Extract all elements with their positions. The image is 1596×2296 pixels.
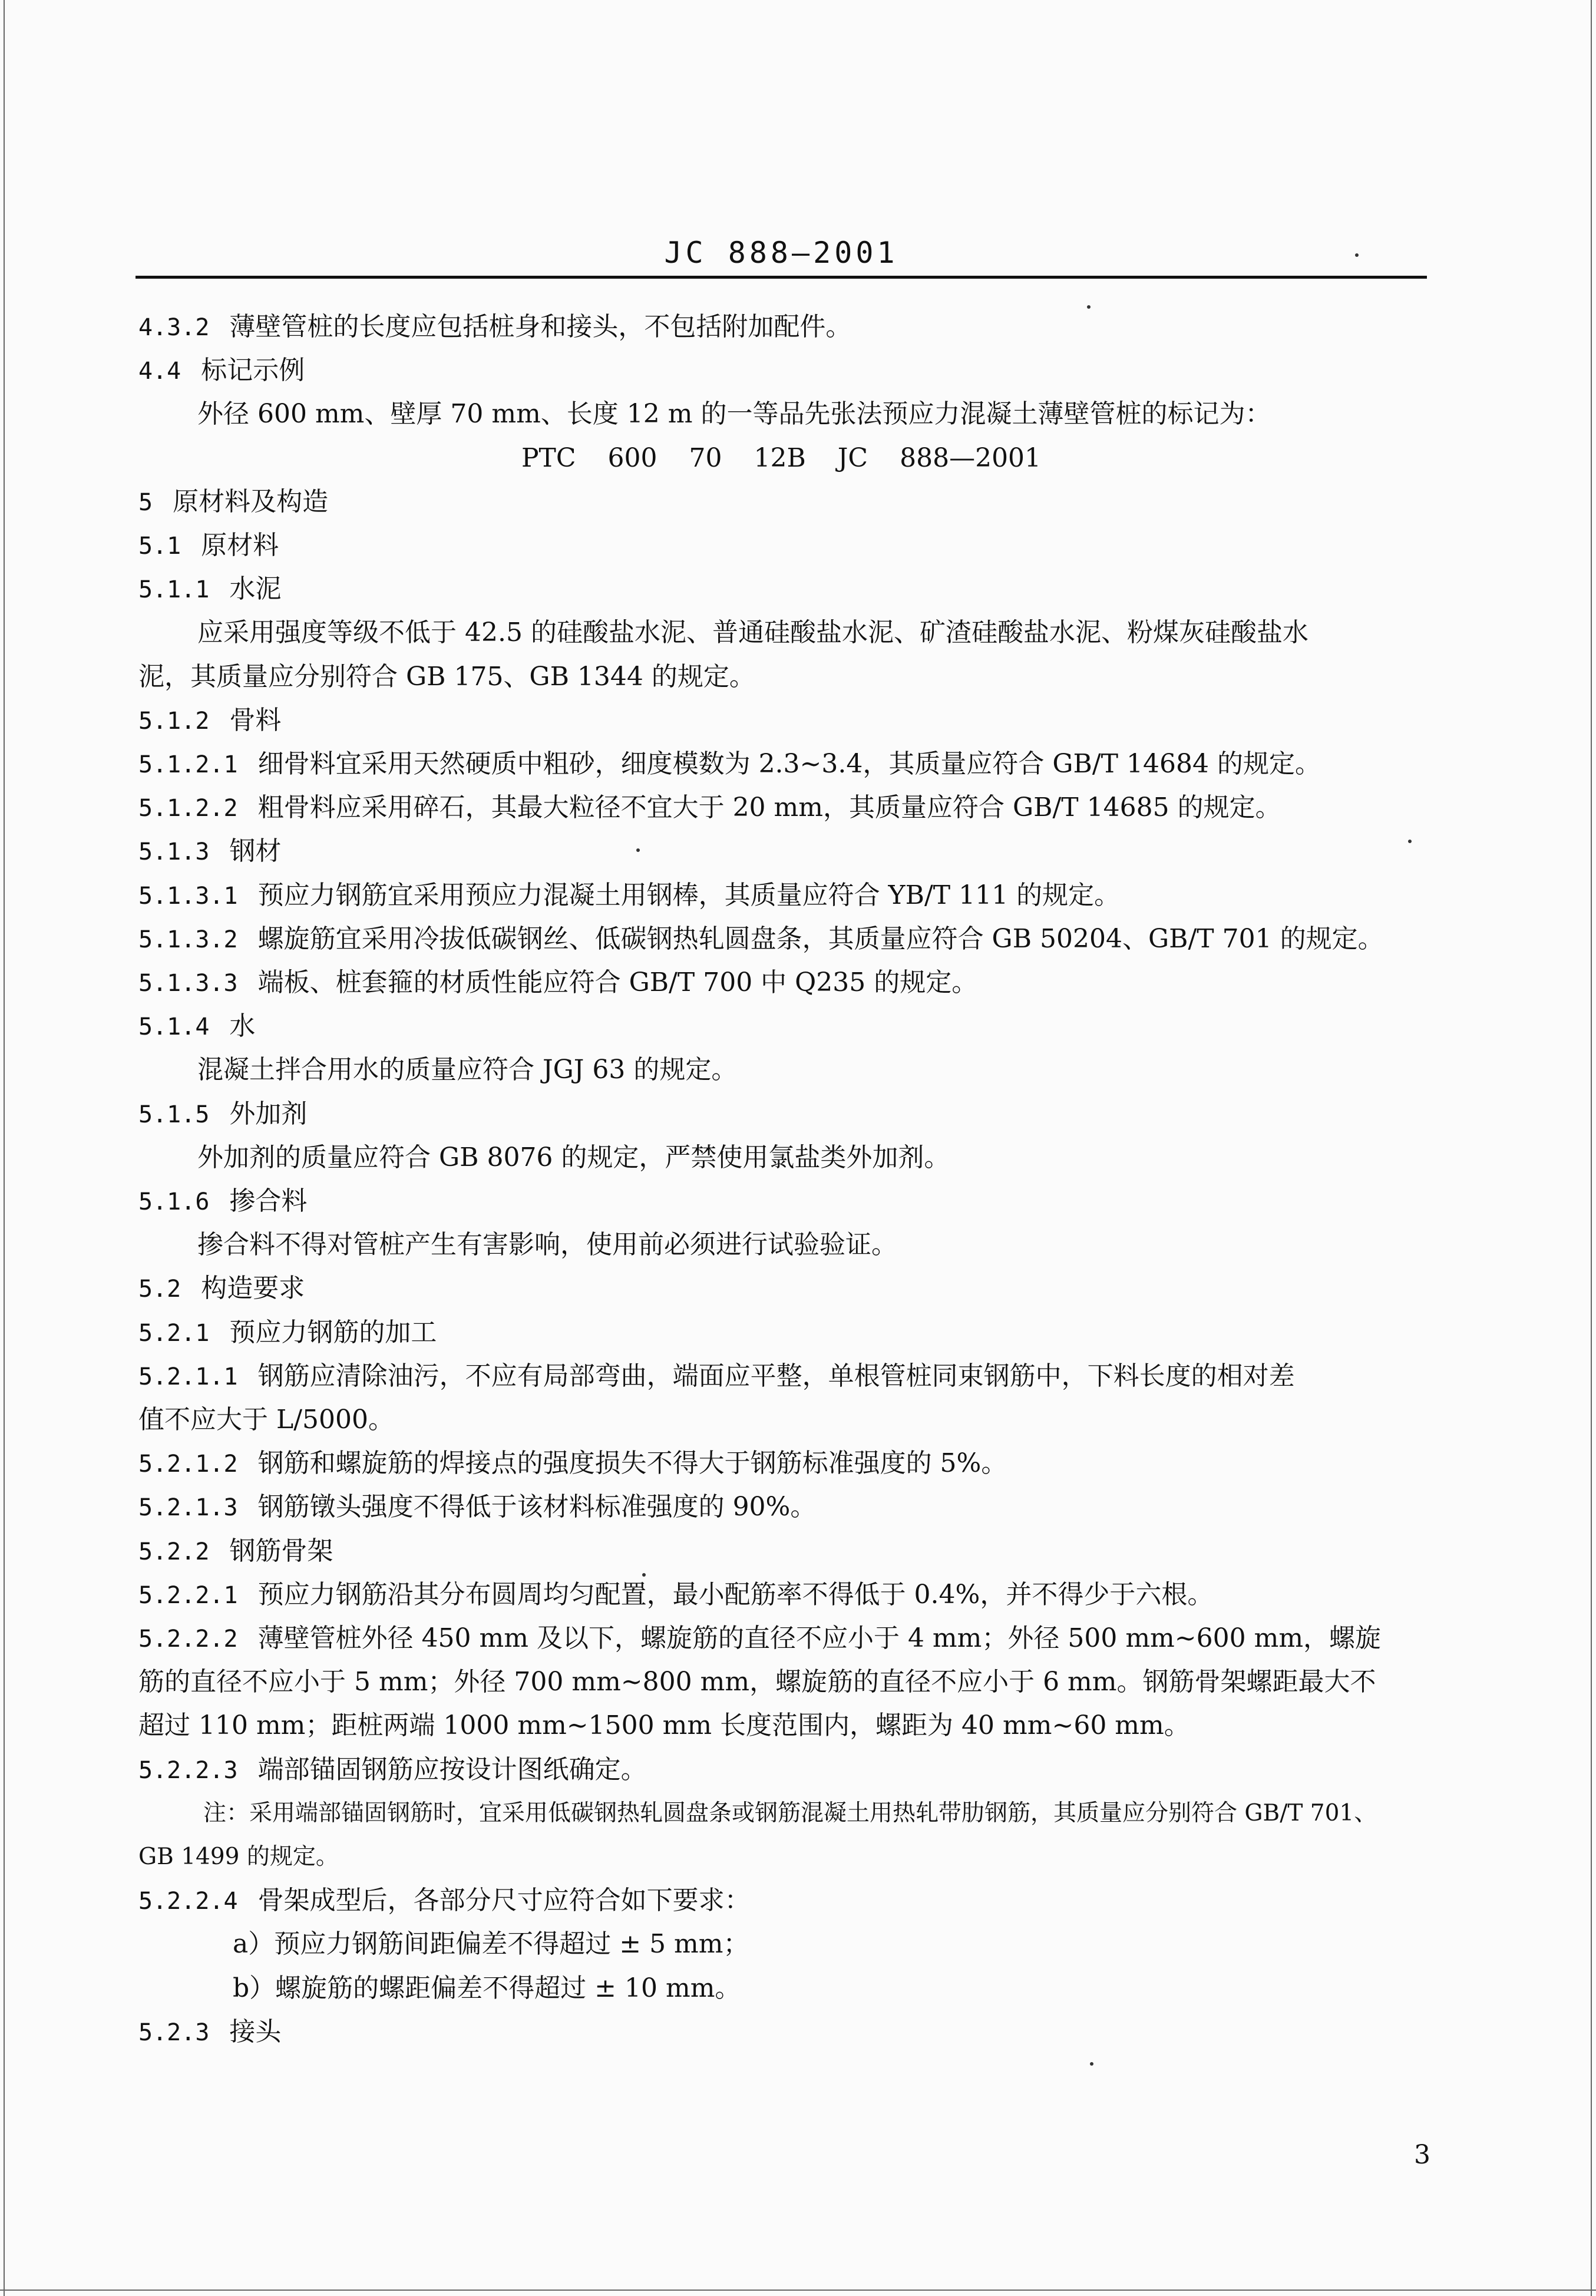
- line-text: 粗骨料应采用碎石，其最大粒径不宜大于 20 mm，其质量应符合 GB/T 14685 的规定。: [257, 792, 1281, 822]
- scan-speck: [1355, 253, 1359, 257]
- line-text: 标记示例: [201, 355, 305, 385]
- line-text: 骨架成型后，各部分尺寸应符合如下要求：: [257, 1885, 751, 1915]
- text-line: [138, 1529, 333, 1573]
- section-number: 5.2.2.4: [138, 1888, 238, 1915]
- text-line: [138, 1617, 1381, 1660]
- scan-speck: [1408, 840, 1412, 843]
- line-text: b）螺旋筋的螺距偏差不得超过 ± 10 mm。: [233, 1973, 741, 2003]
- text-line: [138, 1092, 307, 1136]
- text-line: [138, 874, 1120, 917]
- line-text: 值不应大于 L/5000。: [138, 1405, 395, 1435]
- text-line: [197, 1136, 950, 1180]
- line-text: a）预应力钢筋间距偏差不得超过 ± 5 mm；: [233, 1929, 749, 1959]
- text-line: [138, 786, 1281, 830]
- line-text: 预应力钢筋的加工: [229, 1317, 437, 1347]
- line-text: 接头: [229, 2017, 282, 2047]
- line-text: 掺合料不得对管桩产生有害影响，使用前必须进行试验验证。: [197, 1230, 897, 1260]
- section-number: 5.1.2.1: [138, 751, 238, 778]
- text-line: [138, 1660, 1376, 1704]
- line-text: 应采用强度等级不低于 42.5 的硅酸盐水泥、普通硅酸盐水泥、矿渣硅酸盐水泥、粉煤灰硅酸盐水: [197, 617, 1308, 647]
- section-number: 5.1.3.2: [138, 926, 238, 953]
- line-text: 超过 110 mm；距桩两端 1000 mm~1500 mm 长度范围内，螺距为 40 mm~60 mm。: [138, 1710, 1190, 1740]
- line-text: 构造要求: [201, 1273, 305, 1303]
- line-text: 钢材: [229, 836, 282, 866]
- text-line: [138, 1398, 394, 1442]
- line-text: PTC 600 70 12B JC 888—2001: [521, 443, 1042, 473]
- text-line: [138, 1311, 437, 1355]
- scan-speck: [1087, 305, 1091, 309]
- scan-speck: [642, 1573, 646, 1577]
- line-text: 水泥: [229, 574, 282, 604]
- line-text: 钢筋应清除油污，不应有局部弯曲，端面应平整，单根管桩同束钢筋中，下料长度的相对差: [257, 1361, 1295, 1391]
- header-rule: [136, 276, 1427, 279]
- section-number: 5.2.1.1: [138, 1363, 238, 1390]
- text-line: [197, 1048, 737, 1092]
- text-line: [233, 1922, 749, 1966]
- line-text: 薄壁管桩的长度应包括桩身和接头，不包括附加配件。: [229, 312, 852, 342]
- section-number: 5.2.2.3: [138, 1757, 238, 1784]
- page-header: JC 888—2001: [664, 236, 898, 270]
- line-text: 薄壁管桩外径 450 mm 及以下，螺旋筋的直径不应小于 4 mm；外径 500 mm~600 mm，螺旋: [257, 1623, 1382, 1653]
- text-line: [197, 611, 1308, 655]
- section-number: 5: [138, 489, 153, 516]
- text-line: [138, 742, 1321, 786]
- section-number: 5.1.2: [138, 708, 210, 735]
- line-text: 端部锚固钢筋应按设计图纸确定。: [257, 1755, 647, 1785]
- line-text: 细骨料宜采用天然硬质中粗砂，细度模数为 2.3~3.4，其质量应符合 GB/T 14684 的规定。: [257, 749, 1321, 779]
- section-number: 5.1.3: [138, 838, 210, 865]
- line-text: 钢筋骨架: [229, 1536, 333, 1566]
- text-line: [138, 1879, 751, 1922]
- line-text: 端板、桩套箍的材质性能应符合 GB/T 700 中 Q235 的规定。: [257, 967, 978, 997]
- text-line: [136, 437, 1427, 480]
- text-line: [138, 699, 281, 742]
- text-line: [138, 1355, 1295, 1398]
- section-number: 5.1.1: [138, 576, 210, 603]
- section-number: 5.2.1.2: [138, 1451, 238, 1478]
- text-line: [138, 1704, 1190, 1747]
- page-number: 3: [1414, 2140, 1430, 2170]
- section-number: 4.3.2: [138, 314, 210, 341]
- line-text: 外加剂: [229, 1099, 308, 1129]
- scan-speck: [636, 848, 640, 852]
- line-text: 预应力钢筋沿其分布圆周均匀配置，最小配筋率不得低于 0.4%，并不得少于六根。: [257, 1580, 1214, 1610]
- section-number: 5.1: [138, 533, 181, 560]
- section-number: 5.2.1.3: [138, 1494, 238, 1521]
- section-number: 5.2.2: [138, 1538, 210, 1565]
- text-line: [138, 1485, 816, 1529]
- section-number: 5.1.3.1: [138, 883, 238, 910]
- text-line: [138, 1005, 255, 1048]
- scan-edge-left: [4, 0, 5, 2296]
- scan-edge-right: [1591, 0, 1592, 2296]
- line-text: 钢筋镦头强度不得低于该材料标准强度的 90%。: [257, 1492, 817, 1522]
- text-line: [203, 1792, 1377, 1835]
- line-text: 预应力钢筋宜采用预应力混凝土用钢棒，其质量应符合 YB/T 111 的规定。: [257, 880, 1121, 910]
- text-line: [138, 2010, 281, 2054]
- text-line: [138, 349, 305, 392]
- text-line: [138, 1573, 1213, 1617]
- text-line: [138, 830, 281, 873]
- text-line: [138, 961, 977, 1005]
- text-line: [197, 1223, 897, 1267]
- section-number: 5.1.5: [138, 1101, 210, 1128]
- text-line: [138, 1267, 305, 1310]
- section-number: 5.2.2.2: [138, 1626, 238, 1653]
- line-text: 外加剂的质量应符合 GB 8076 的规定，严禁使用氯盐类外加剂。: [197, 1142, 950, 1172]
- line-text: 骨料: [229, 705, 282, 735]
- text-line: [138, 917, 1384, 961]
- line-text: 原材料及构造: [173, 487, 329, 517]
- section-number: 5.1.3.3: [138, 970, 238, 997]
- line-text: 外径 600 mm、壁厚 70 mm、长度 12 m 的一等品先张法预应力混凝土薄壁管桩的标记为：: [197, 399, 1271, 429]
- section-number: 5.1.2.2: [138, 795, 238, 822]
- line-text: 原材料: [201, 530, 279, 560]
- scan-speck: [1090, 2062, 1093, 2066]
- section-number: 5.2: [138, 1276, 181, 1303]
- text-line: [138, 524, 279, 567]
- text-line: [138, 305, 851, 349]
- text-line: [197, 392, 1271, 436]
- text-line: [138, 1180, 307, 1223]
- text-line: [138, 655, 755, 699]
- section-number: 5.2.1: [138, 1320, 210, 1347]
- section-number: 5.2.3: [138, 2019, 210, 2046]
- text-line: [138, 480, 328, 524]
- text-line: [138, 1442, 1007, 1485]
- line-text: 筋的直径不应小于 5 mm；外径 700 mm~800 mm，螺旋筋的直径不应小于 6 mm。钢筋骨架螺距最大不: [138, 1667, 1376, 1697]
- text-line: [138, 1748, 647, 1792]
- text-line: [233, 1967, 741, 2010]
- line-text: 螺旋筋宜采用冷拔低碳钢丝、低碳钢热轧圆盘条，其质量应符合 GB 50204、GB/T 701 的规定。: [257, 924, 1384, 954]
- section-number: 5.2.2.1: [138, 1582, 238, 1609]
- line-text: 水: [229, 1011, 256, 1041]
- line-text: 注：采用端部锚固钢筋时，宜采用低碳钢热轧圆盘条或钢筋混凝土用热轧带肋钢筋，其质量应分别符合 GB/T 701、: [203, 1800, 1377, 1826]
- text-line: [138, 1835, 339, 1879]
- text-line: [138, 567, 281, 611]
- scan-edge-bottom: [0, 2290, 1596, 2291]
- section-number: 5.1.4: [138, 1013, 210, 1040]
- line-text: 掺合料: [229, 1186, 308, 1216]
- section-number: 4.4: [138, 358, 181, 385]
- line-text: 混凝土拌合用水的质量应符合 JGJ 63 的规定。: [197, 1055, 738, 1085]
- section-number: 5.1.6: [138, 1188, 210, 1215]
- line-text: GB 1499 的规定。: [138, 1844, 339, 1870]
- line-text: 钢筋和螺旋筋的焊接点的强度损失不得大于钢筋标准强度的 5%。: [257, 1448, 1007, 1478]
- line-text: 泥，其质量应分别符合 GB 175、GB 1344 的规定。: [138, 662, 755, 692]
